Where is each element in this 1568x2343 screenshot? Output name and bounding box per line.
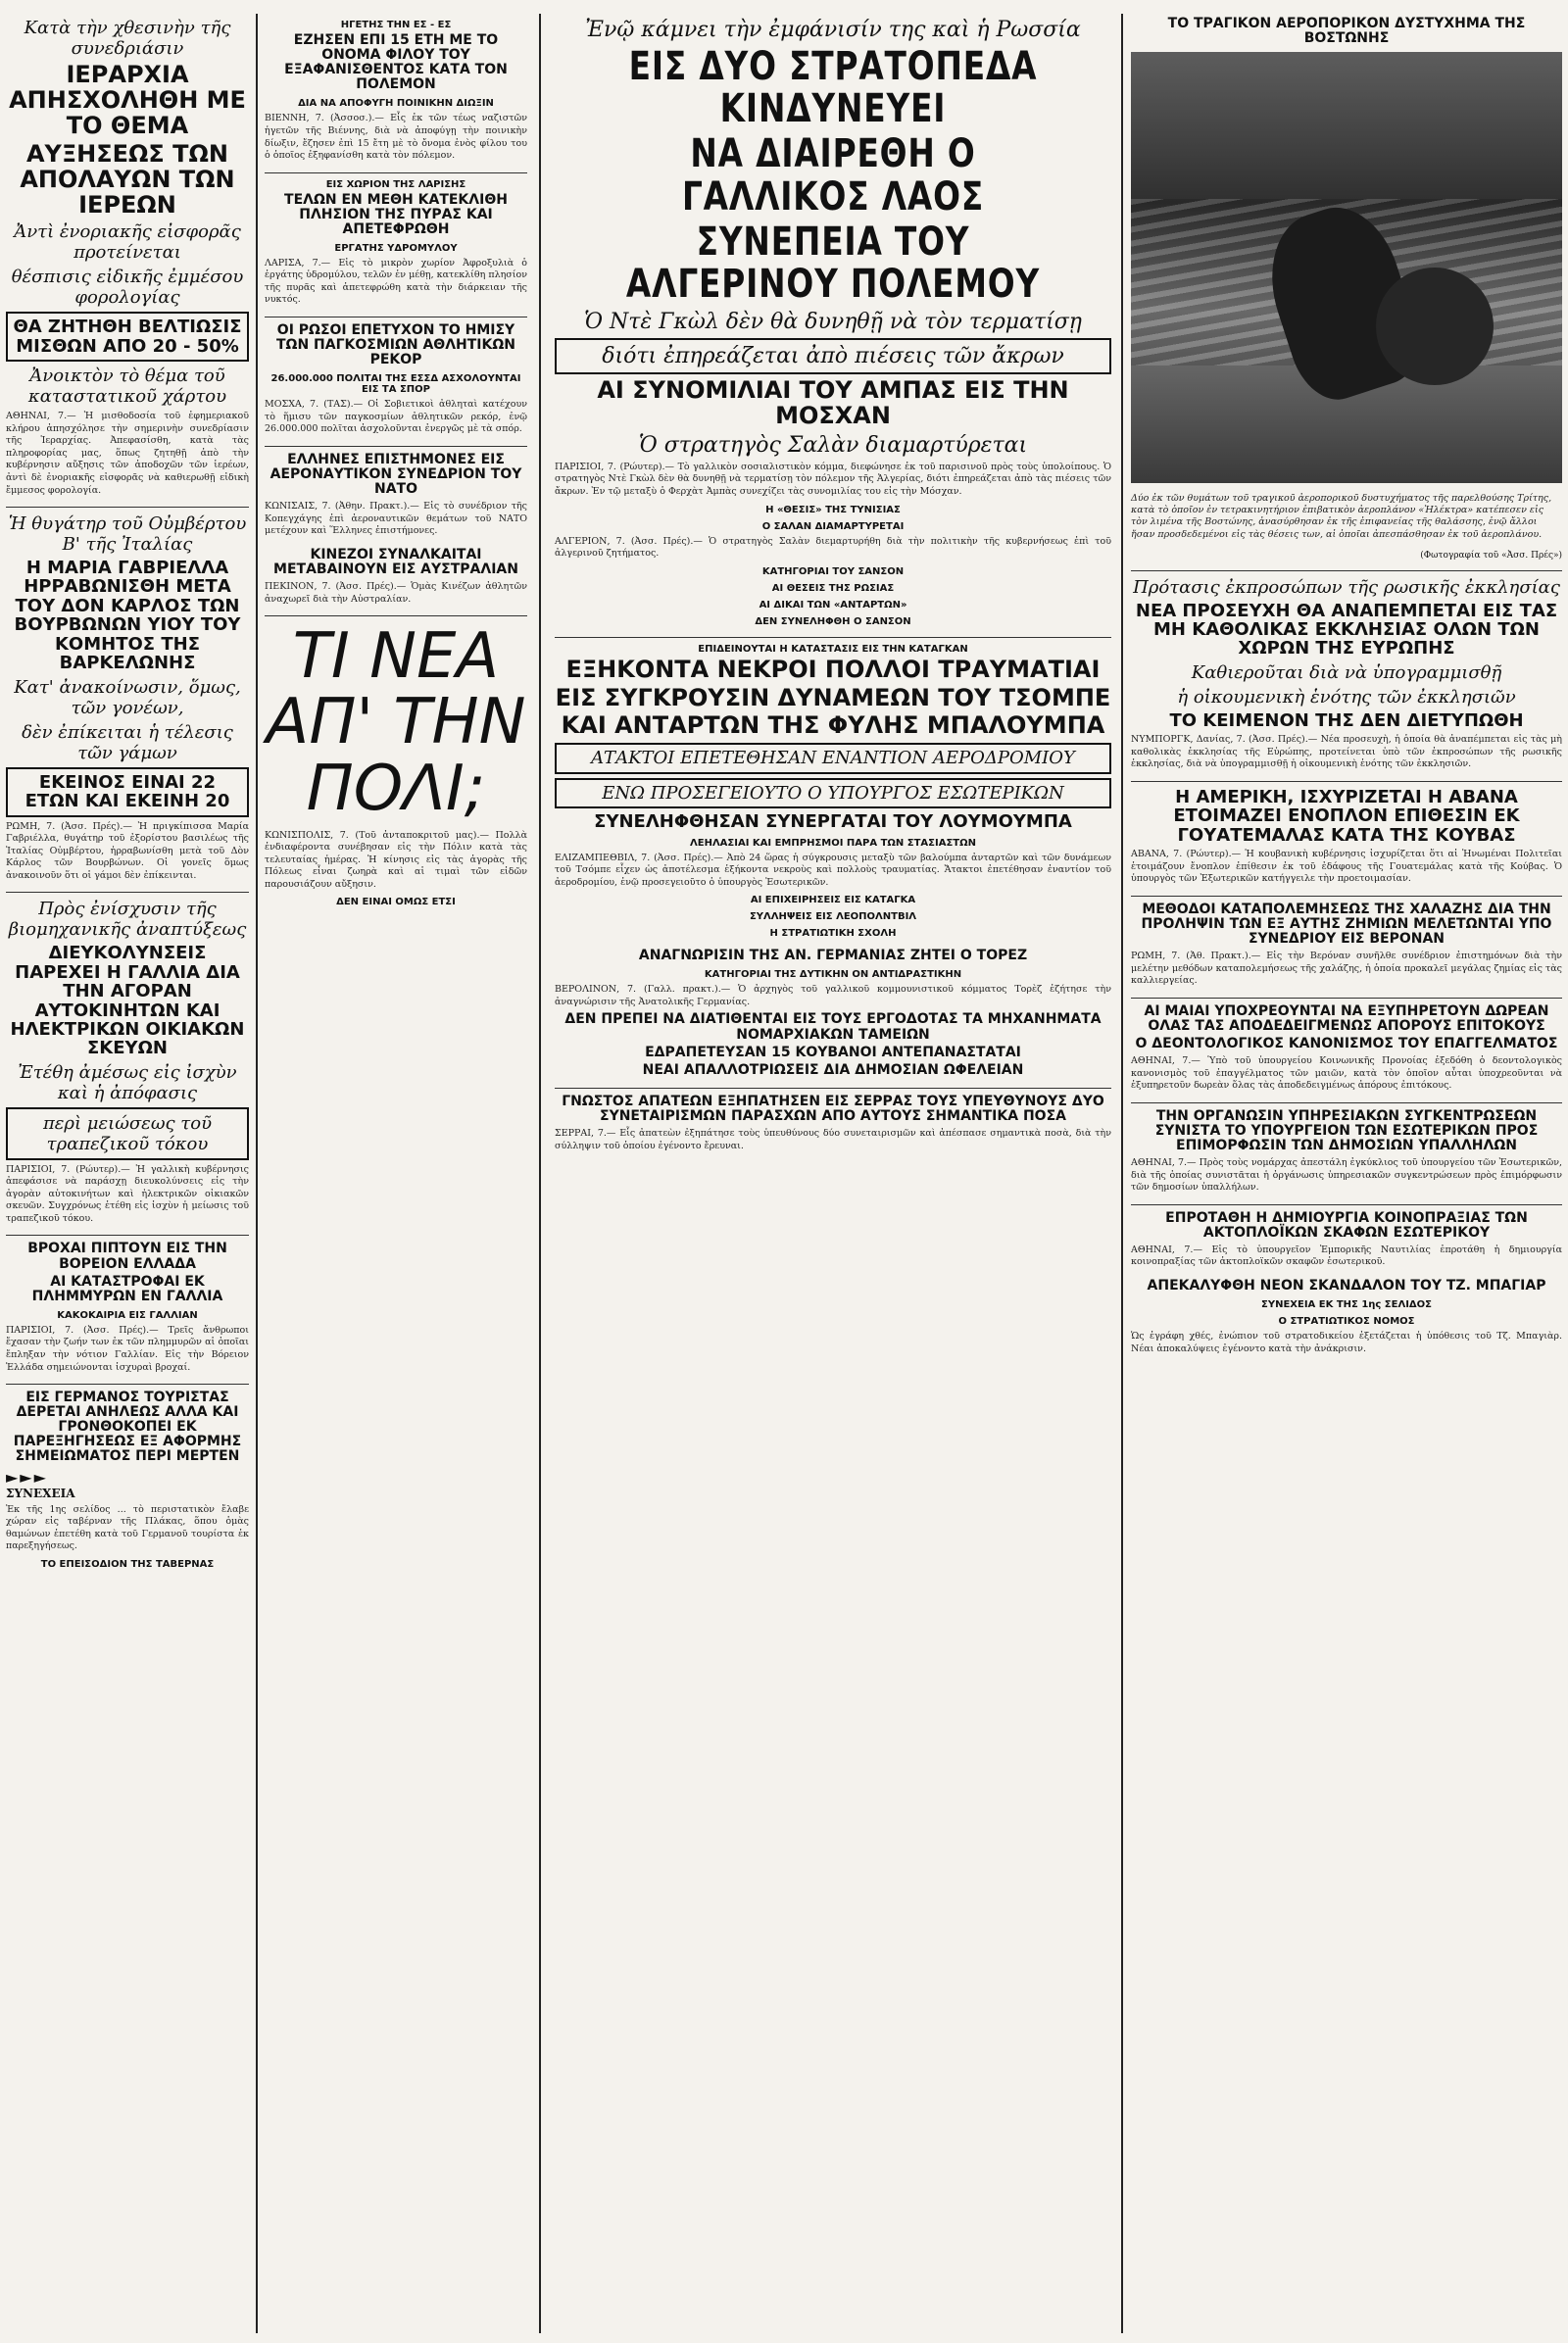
column-rule	[539, 14, 541, 2333]
headline: ΚΙΝΕΖΟΙ ΣΥΝΑΛΚΑΙΤΑΙ ΜΕΤΑΒΑΙΝΟΥΝ ΕΙΣ ΑΥΣΤΡΑΛΙΑΝ	[273, 546, 518, 577]
article-body: ΠΑΡΙΣΙΟΙ, 7. (Ρώυτερ).— Ἡ γαλλικὴ κυβέρνησις ἀπεφάσισε νὰ παράσχῃ διευκολύνσεις εἰς τὴν ἀγορὰν αὐτοκινήτων καὶ ἠλεκτρικῶν οἰκιακῶν σκευῶν. Συγχρόνως ἐτέθη εἰς ἰσχὺν ἡ μείωσις τοῦ τραπεζικοῦ τόκου.	[6, 1163, 249, 1224]
article-body: ΡΩΜΗ, 7. (Ἀσσ. Πρές).— Ἡ πριγκίπισσα Μαρία Γαβριέλλα, θυγάτηρ τοῦ ἐξορίστου βασιλέως τῆς Ἰταλίας Οὐμβέρτου, ἠρραβωνίσθη μετὰ τοῦ Δὸν Κάρλος τῶν Βουρβώνων. Οἱ γονεῖς ὅμως ἀνακοινοῦν ὅτι οἱ γάμοι δὲν ἐπίκεινται.	[6, 820, 249, 881]
kicker: Ἐτέθη ἀμέσως εἰς ἰσχὺν καὶ ἡ ἀπόφασις	[18, 1061, 237, 1103]
main-headline: ΣΥΝΕΠΕΙΑ ΤΟΥ ΑΛΓΕΡΙΝΟΥ ΠΟΛΕΜΟΥ	[625, 219, 1041, 307]
article-engagement	[6, 513, 249, 882]
article-vienna	[265, 20, 527, 163]
article-body: ΛΑΡΙΣΑ, 7.— Εἰς τὸ μικρὸν χωρίον Ἀφροξυλιὰ ὁ ἐργάτης ὑδρομύλου, τελῶν ἐν μέθῃ, κατεκλίθη πλησίον τῆς πυρᾶς καὶ ἀπετεφρώθη κατὰ τὴν διάρκειαν τῆς νυκτός.	[265, 257, 527, 306]
article-tourist	[6, 1391, 249, 1570]
column-4	[1125, 14, 1568, 2333]
section-label: ΑΙ ΔΙΚΑΙ ΤΩΝ «ΑΝΤΑΡΤΩΝ»	[759, 599, 907, 610]
article-body: ΑΘΗΝΑΙ, 7.— Εἰς τὸ ὑπουργεῖον Ἐμπορικῆς Ναυτιλίας ἐπροτάθη ἡ δημιουργία κοινοπραξίας τῶν ἀκτοπλοϊκῶν σκαφῶν ἐσωτερικοῦ.	[1131, 1244, 1562, 1268]
article-civil-servants	[1131, 1109, 1562, 1195]
headline: ΙΕΡΑΡΧΙΑ ΑΠΗΣΧΟΛΗΘΗ ΜΕ ΤΟ ΘΕΜΑ	[9, 61, 246, 139]
article-hail	[1131, 903, 1562, 988]
article-katanga	[555, 644, 1111, 940]
section-label: ΔΕΝ ΣΥΝΕΛΗΦΘΗ Ο ΣΑΝΣΟΝ	[755, 615, 911, 627]
divider	[1131, 1204, 1562, 1205]
subheadline: ΔΙΑ ΝΑ ΑΠΟΦΥΓΗ ΠΟΙΝΙΚΗΝ ΔΙΩΞΙΝ	[298, 98, 494, 110]
column-1	[0, 14, 255, 2333]
section-label: ΚΑΚΟΚΑΙΡΙΑ ΕΙΣ ΓΑΛΛΙΑΝ	[57, 1309, 198, 1321]
article-body: ΕΛΙΖΑΜΠΕΘΒΙΛ, 7. (Ἀσσ. Πρές).— Ἀπὸ 24 ὥρας ἡ σύγκρουσις μεταξὺ τῶν βαλούμπα ἀνταρτῶν καὶ τῶν δυνάμεων τοῦ Τσόμπε εἶχεν ὡς ἀποτέλεσμα ἑξήκοντα νεκροὺς καὶ πολλοὺς τραυματίας. Ἄτακτοι ἐπετέθησαν ἐναντίον τοῦ ἀεροδρομίου, ἐνῷ προσεγειοῦτο ὁ ὑπουργὸς Ἐσωτερικῶν.	[555, 852, 1111, 888]
article-body: ΠΑΡΙΣΙΟΙ, 7. (Ἀσσ. Πρές).— Τρεῖς ἄνθρωποι ἔχασαν τὴν ζωήν των ἐκ τῶν πλημμυρῶν αἱ ὁποῖαι ἔπληξαν τὴν νότιον Γαλλίαν. Εἰς τὴν Βόρειον Ἑλλάδα σημειώνονται ἰσχυραὶ βροχαί.	[6, 1324, 249, 1373]
divider	[6, 1235, 249, 1236]
crash-photo	[1131, 52, 1562, 483]
headline: ΒΡΟΧΑΙ ΠΙΠΤΟΥΝ ΕΙΣ ΤΗΝ ΒΟΡΕΙΟΝ ΕΛΛΑΔΑ	[27, 1241, 227, 1272]
article-midwives	[1131, 1004, 1562, 1093]
article-body: ΑΛΓΕΡΙΟΝ, 7. (Ἀσσ. Πρές).— Ὁ στρατηγὸς Σαλὰν διεμαρτυρήθη διὰ τὴν πολιτικὴν τῆς κυβερνήσεως ἐπὶ τοῦ ἀλγερινοῦ ζητήματος.	[555, 535, 1111, 560]
subheadline: ΕΚΕΙΝΟΣ ΕΙΝΑΙ 22 ΕΤΩΝ ΚΑΙ ΕΚΕΙΝΗ 20	[6, 767, 249, 817]
kicker: Ὁ Ντὲ Γκὼλ δὲν θὰ δυνηθῇ νὰ τὸν τερματίσῃ	[584, 310, 1082, 335]
headline: ΕΠΡΟΤΑΘΗ Η ΔΗΜΙΟΥΡΓΙΑ ΚΟΙΝΟΠΡΑΞΙΑΣ ΤΩΝ ΑΚΤΟΠΛΟΪΚΩΝ ΣΚΑΦΩΝ ΕΣΩΤΕΡΙΚΟΥ	[1165, 1209, 1528, 1241]
subheadline: Ο ΔΕΟΝΤΟΛΟΓΙΚΟΣ ΚΑΝΟΝΙΣΜΟΣ ΤΟΥ ΕΠΑΓΓΕΛΜΑΤΟΣ	[1135, 1035, 1558, 1051]
section-label: ΤΟ ΕΠΕΙΣΟΔΙΟΝ ΤΗΣ ΤΑΒΕΡΝΑΣ	[40, 1558, 215, 1570]
article-body: ΒΕΡΟΛΙΝΟΝ, 7. (Γαλλ. πρακτ.).— Ὁ ἀρχηγὸς τοῦ γαλλικοῦ κομμουνιστικοῦ κόμματος Τορὲζ ἐζήτησε τὴν ἀναγνώρισιν τῆς Ἀνατολικῆς Γερμανίας.	[555, 984, 1111, 1007]
article-france-industry	[6, 899, 249, 1225]
section-label: Ο ΣΑΛΑΝ ΔΙΑΜΑΡΤΥΡΕΤΑΙ	[761, 520, 905, 532]
divider	[1131, 1102, 1562, 1103]
divider	[1131, 570, 1562, 571]
section-label: Η ΣΤΡΑΤΙΩΤΙΚΗ ΣΧΟΛΗ	[769, 928, 897, 940]
headline: ΕΖΗΣΕΝ ΕΠΙ 15 ΕΤΗ ΜΕ ΤΟ ΟΝΟΜΑ ΦΙΛΟΥ ΤΟΥ ΕΞΑΦΑΝΙΣΘΕΝΤΟΣ ΚΑΤΑ ΤΟΝ ΠΟΛΕΜΟΝ	[284, 32, 508, 93]
article-body: ΑΘΗΝΑΙ, 7.— Ὑπὸ τοῦ ὑπουργείου Κοινωνικῆς Προνοίας ἐξεδόθη ὁ δεοντολογικὸς κανονισμὸς τοῦ ἐπαγγέλματος τῶν μαιῶν, κατὰ τὸν ὁποῖον αὗται ὑποχρεοῦνται νὰ ἐξυπηρετοῦν δωρεὰν ὅλας τὰς ἀποδεδειγμένως ἀπόρους ἐπιτόκους.	[1131, 1055, 1562, 1092]
subheadline: ΕΡΓΑΤΗΣ ΥΔΡΟΜΥΛΟΥ	[334, 242, 458, 254]
section-label: ΚΑΤΗΓΟΡΙΑΙ ΤΟΥ ΣΑΝΣΟΝ	[761, 565, 905, 577]
photo-caption: Δύο ἐκ τῶν θυμάτων τοῦ τραγικοῦ ἀεροπορικοῦ δυστυχήματος τῆς παρελθούσης Τρίτης, κατὰ τὸ ὁποῖον ἐν τετρακινητήριον ἐπιβατικὸν ἀεροπλάνον «Ἠλέκτρα» κατέπεσεν εἰς τὸν λιμένα τῆς Βοστώνης, ἀνασύρθησαν ἐκ τῆς ἐπιφανείας τῆς θαλάσσης, ἐνῷ ἄλλοι ἤσαν προσδεδεμένοι εἰς τὰς θέσεις των, αἱ ὁποῖαι ἀπεσπάσθησαν ἐκ τοῦ ἀεροπλάνου.	[1131, 492, 1552, 540]
headline: ΔΕΝ ΠΡΕΠΕΙ ΝΑ ΔΙΑΤΙΘΕΝΤΑΙ ΕΙΣ ΤΟΥΣ ΕΡΓΟΔΟΤΑΣ ΤΑ ΜΗΧΑΝΗΜΑΤΑ ΝΟΜΑΡΧΙΑΚΩΝ ΤΑΜΕΙΩΝ	[564, 1011, 1102, 1043]
article-serres	[555, 1095, 1111, 1152]
headline: ΑΙ ΜΑΙΑΙ ΥΠΟΧΡΕΟΥΝΤΑΙ ΝΑ ΕΞΥΠΗΡΕΤΟΥΝ ΔΩΡΕΑΝ ΟΛΑΣ ΤΑΣ ΑΠΟΔΕΔΕΙΓΜΕΝΩΣ ΑΠΟΡΟΥΣ ΕΠΙΤΟΚΟΥΣ	[1144, 1002, 1549, 1034]
headline: ΜΕΘΟΔΟΙ ΚΑΤΑΠΟΛΕΜΗΣΕΩΣ ΤΗΣ ΧΑΛΑΖΗΣ ΔΙΑ ΤΗΝ ΠΡΟΛΗΨΙΝ ΤΩΝ ΕΞ ΑΥΤΗΣ ΖΗΜΙΩΝ ΜΕΛΕΤΩΝΤΑΙ ΥΠΟ ΣΥΝΕΔΡΙΟΥ ΕΙΣ ΒΕΡΟΝΑΝ	[1141, 901, 1552, 948]
headline: ΑΝΑΓΝΩΡΙΣΙΝ ΤΗΣ ΑΝ. ΓΕΡΜΑΝΙΑΣ ΖΗΤΕΙ Ο ΤΟΡΕΖ	[638, 948, 1028, 964]
kicker: διότι ἐπηρεάζεται ἀπὸ πιέσεις τῶν ἄκρων	[555, 338, 1111, 374]
divider	[1131, 781, 1562, 782]
article-body: ΑΘΗΝΑΙ, 7.— Ἡ μισθοδοσία τοῦ ἐφημεριακοῦ κλήρου ἀπησχόλησε τὴν σημερινὴν συνεδρίασιν τῆς Ἱεραρχίας. Ἀπεφασίσθη, κατὰ τὰς πληροφορίας μας, ὅπως ζητηθῇ ἀπὸ τὴν κυβέρνησιν αὔξησις τῶν ἀποδοχῶν τῶν ἱερέων, ἀντὶ δὲ ἐνοριακῆς εἰσφορᾶς νὰ καθιερωθῇ εἰδικὴ ἔμμεσος φορολογία.	[6, 411, 249, 496]
article-chinese	[265, 548, 527, 606]
arrow-icon: ►►►	[6, 1467, 48, 1487]
headline: ΑΙ ΚΑΤΑΣΤΡΟΦΑΙ ΕΚ ΠΛΗΜΜΥΡΩΝ ΕΝ ΓΑΛΛΙΑ	[31, 1273, 223, 1304]
column-polis	[265, 620, 527, 908]
headline: ΑΥΞΗΣΕΩΣ ΤΩΝ ΑΠΟΛΑΥΩΝ ΤΩΝ ΙΕΡΕΩΝ	[20, 139, 235, 219]
victim-figure	[1376, 268, 1494, 385]
kicker: Ἡ θυγάτηρ τοῦ Οὐμβέρτου Β' τῆς Ἰταλίας	[8, 513, 247, 556]
column-rule	[256, 14, 258, 2333]
headline: ΚΑΙ ΑΝΤΑΡΤΩΝ ΤΗΣ ΦΥΛΗΣ ΜΠΑΛΟΥΜΠΑ	[561, 711, 1105, 740]
headline: ΑΙ ΣΥΝΟΜΙΛΙΑΙ ΤΟΥ ΑΜΠΑΣ ΕΙΣ ΤΗΝ ΜΟΣΧΑΝ	[597, 376, 1069, 430]
article-body: ΝΥΜΠΟΡΓΚ, Δανίας, 7. (Ἀσσ. Πρές).— Νέα προσευχὴ, ἡ ὁποία θὰ ἀναπέμπεται εἰς τὰς μὴ καθολικὰς ἐκκλησίας τῆς Εὐρώπης, προτείνεται ὑπὸ τῶν ἐκπροσώπων τῆς ρωσικῆς ἐκκλησίας, διὰ νὰ ὑπογραμμισθῇ ἡ οἰκουμενικὴ ἑνότης τῶν ἐκκλησιῶν.	[1131, 734, 1562, 770]
photo-credit: (Φωτογραφία τοῦ «Ἀσσ. Πρές»)	[1420, 550, 1562, 561]
kicker: ἡ οἰκουμενικὴ ἑνότης τῶν ἐκκλησιῶν	[1177, 686, 1516, 708]
section-label: ΑΙ ΘΕΣΕΙΣ ΤΗΣ ΡΩΣΙΑΣ	[771, 582, 895, 594]
kicker: Ὁ στρατηγὸς Σαλὰν διαμαρτύρεται	[638, 432, 1028, 458]
divider	[1131, 896, 1562, 897]
headline: ΓΝΩΣΤΟΣ ΑΠΑΤΕΩΝ ΕΞΗΠΑΤΗΣΕΝ ΕΙΣ ΣΕΡΡΑΣ ΤΟΥΣ ΥΠΕΥΘΥΝΟΥΣ ΔΥΟ ΣΥΝΕΤΑΙΡΙΣΜΩΝ ΠΑΡΑΣΧΩΝ ΑΠΟ ΑΥΤΟΥΣ ΣΗΜΑΝΤΙΚΑ ΠΟΣΑ	[562, 1093, 1104, 1124]
headline: ΝΕΑ ΠΡΟΣΕΥΧΗ ΘΑ ΑΝΑΠΕΜΠΕΤΑΙ ΕΙΣ ΤΑΣ ΜΗ ΚΑΘΟΛΙΚΑΣ ΕΚΚΛΗΣΙΑΣ ΟΛΩΝ ΤΩΝ ΧΩΡΩΝ ΤΗΣ ΕΥΡΩΠΗΣ	[1135, 600, 1558, 659]
subheadline: ΛΕΗΛΑΣΙΑΙ ΚΑΙ ΕΜΠΡΗΣΜΟΙ ΠΑΡΑ ΤΩΝ ΣΤΑΣΙΑΣΤΩΝ	[690, 837, 976, 849]
section-label: Ο ΣΤΡΑΤΙΩΤΙΚΟΣ ΝΟΜΟΣ	[1278, 1316, 1415, 1327]
kicker: ΕΠΙΔΕΙΝΟΥΤΑΙ Η ΚΑΤΑΣΤΑΣΙΣ ΕΙΣ ΤΗΝ ΚΑΤΑΓΚΑΝ	[698, 643, 968, 655]
article-body: ΜΟΣΧΑ, 7. (ΤΑΣ).— Οἱ Σοβιετικοὶ ἀθληταὶ κατέχουν τὸ ἥμισυ τῶν παγκοσμίων ἀθλητικῶν ρεκόρ, ἐνῷ 26.000.000 πολῖται ἀσχολοῦνται ἐνεργῶς μὲ τὰ σπόρ.	[265, 399, 527, 435]
article-thorez	[555, 949, 1111, 1078]
article-havana	[1131, 788, 1562, 886]
divider	[555, 1088, 1111, 1089]
divider	[6, 1384, 249, 1385]
kicker: Κατὰ τὴν χθεσινὴν τῆς συνεδριάσιν	[24, 18, 231, 59]
article-hierarchy	[6, 18, 249, 497]
article-body: ΚΩΝΙΣΠΟΛΙΣ, 7. (Τοῦ ἀνταποκριτοῦ μας).— Πολλὰ ἐνδιαφέροντα συνέβησαν εἰς τὴν Πόλιν κατὰ τὰς τελευταίας ἡμέρας. Ἡ κίνησις εἰς τὰς ἀγορὰς τῆς Πόλεως εἶναι ζωηρὰ καὶ αἱ τιμαὶ τῶν εἰδῶν παρουσιάζουν αὔξησιν.	[265, 829, 527, 890]
section-label: ΣΥΛΛΗΨΕΙΣ ΕΙΣ ΛΕΟΠΟΛΝΤΒΙΛ	[749, 911, 917, 923]
divider	[265, 615, 527, 616]
headline: Η ΜΑΡΙΑ ΓΑΒΡΙΕΛΛΑ ΗΡΡΑΒΩΝΙΣΘΗ ΜΕΤΑ ΤΟΥ ΔΟΝ ΚΑΡΛΟΣ ΤΩΝ ΒΟΥΡΒΩΝΩΝ ΥΙΟΥ ΤΟΥ ΚΟΜΗΤΟΣ ΤΗΣ ΒΑΡΚΕΛΩΝΗΣ	[14, 558, 241, 674]
article-larisa	[265, 179, 527, 307]
article-nato	[265, 453, 527, 538]
divider	[265, 446, 527, 447]
subheadline: ΚΑΤΗΓΟΡΙΑΙ ΤΗΣ ΔΥΤΙΚΗΝ ΟΝ ΑΝΤΙΔΡΑΣΤΙΚΗΝ	[704, 969, 962, 981]
headline: ΕΛΛΗΝΕΣ ΕΠΙΣΤΗΜΟΝΕΣ ΕΙΣ ΑΕΡΟΝΑΥΤΙΚΟΝ ΣΥΝΕΔΡΙΟΝ ΤΟΥ ΝΑΤΟ	[270, 451, 522, 498]
kicker: Ἐνῷ κάμνει τὴν ἐμφάνισίν της καὶ ἡ Ρωσσία	[585, 18, 1081, 42]
article-body: ΑΘΗΝΑΙ, 7.— Πρὸς τοὺς νομάρχας ἀπεστάλη ἐγκύκλιος τοῦ ὑπουργείου τῶν Ἐσωτερικῶν, διὰ τῆς ὁποίας συνιστᾶται ἡ ὀργάνωσις ὑπηρεσιακῶν συγκεντρώσεων πρὸς ἐπιμόρφωσιν τῶν δημοσίων ὑπαλλήλων.	[1131, 1157, 1562, 1194]
article-body: ΠΑΡΙΣΙΟΙ, 7. (Ρώυτερ).— Τὸ γαλλικὸν σοσιαλιστικὸν κόμμα, διεφώνησε ἐκ τοῦ παρισινοῦ πρὸς τοὺς ὑπολοίπους. Ὁ στρατηγὸς Ντὲ Γκὼλ δὲν θὰ δυνηθῇ νὰ τερματίσῃ τὸν πόλεμον τῆς Ἀλγερίας, διότι ἐπηρεάζεται ἀπὸ τὰς πιέσεις τῶν ἄκρων. Ἐν τῷ μεταξὺ ὁ Φερχὰτ Ἀμπὰς συνεχίζει τὰς συνομιλίας του εἰς τὴν Μόσχαν.	[555, 461, 1111, 497]
continuation-label: ΣΥΝΕΧΕΙΑ ΕΚ ΤΗΣ 1ης ΣΕΛΙΔΟΣ	[1261, 1299, 1432, 1310]
kicker: Ἀντὶ ἐνοριακῆς εἰσφορᾶς προτείνεται	[14, 221, 241, 264]
article-scandal	[1131, 1279, 1562, 1355]
kicker: Κατ' ἀνακοίνωσιν, ὅμως, τῶν γονέων,	[14, 676, 241, 718]
subheadline: ΘΑ ΖΗΤΗΘΗ ΒΕΛΤΙΩΣΙΣ ΜΙΣΘΩΝ ΑΠΟ 20 - 50%	[6, 312, 249, 362]
article-records	[265, 323, 527, 436]
article-prayer	[1131, 577, 1562, 771]
divider	[6, 892, 249, 893]
divider	[265, 172, 527, 173]
headline: ΕΙΣ ΓΕΡΜΑΝΟΣ ΤΟΥΡΙΣΤΑΣ ΔΕΡΕΤΑΙ ΑΝΗΛΕΩΣ ΑΛΛΑ ΚΑΙ ΓΡΟΝΘΟΚΟΠΕΙ ΕΚ ΠΑΡΕΞΗΓΗΣΕΩΣ ΕΞ ΑΦΟΡΜΗΣ ΣΗΜΕΙΩΜΑΤΟΣ ΠΕΡΙ ΜΕΡΤΕΝ	[13, 1390, 242, 1465]
article-body: ΑΒΑΝΑ, 7. (Ρώυτερ).— Ἡ κουβανικὴ κυβέρνησις ἰσχυρίζεται ὅτι αἱ Ἡνωμέναι Πολιτεῖαι ἑτοιμάζουν ἔνοπλον ἐπίθεσιν ἐκ τοῦ ἐδάφους τῆς Γουατεμάλας κατὰ τῆς Κούβας. Ὁ ὑπουργὸς τῶν Ἐξωτερικῶν κατήγγειλε τὴν προετοιμασίαν.	[1131, 849, 1562, 885]
subheadline: ΤΟ ΚΕΙΜΕΝΟΝ ΤΗΣ ΔΕΝ ΔΙΕΤΥΠΩΘΗ	[1169, 709, 1524, 731]
headline: ΤΕΛΩΝ ΕΝ ΜΕΘΗ ΚΑΤΕΚΛΙΘΗ ΠΛΗΣΙΟΝ ΤΗΣ ΠΥΡΑΣ ΚΑΙ ΑΠΕΤΕΦΡΩΘΗ	[284, 191, 508, 237]
article-body: ΚΩΝΙΣΑΙΣ, 7. (Ἀθην. Πρακτ.).— Εἰς τὸ συνέδριον τῆς Κοπεγχάγης ἐπὶ ἀεροναυτικῶν θεμάτων τοῦ ΝΑΤΟ μετέχουν καὶ Ἕλληνες ἐπιστήμονες.	[265, 501, 527, 537]
column-3	[549, 14, 1117, 2333]
subheadline: ΣΥΝΕΛΗΦΘΗΣΑΝ ΣΥΝΕΡΓΑΤΑΙ ΤΟΥ ΛΟΥΜΟΥΜΠΑ	[594, 811, 1072, 833]
headline: ΔΙΕΥΚΟΛΥΝΣΕΙΣ ΠΑΡΕΧΕΙ Η ΓΑΛΛΙΑ ΔΙΑ ΤΗΝ ΑΓΟΡΑΝ ΑΥΤΟΚΙΝΗΤΩΝ ΚΑΙ ΗΛΕΚΤΡΙΚΩΝ ΟΙΚΙΑΚΩΝ ΣΚΕΥΩΝ	[10, 943, 245, 1059]
subheadline: ΑΤΑΚΤΟΙ ΕΠΕΤΕΘΗΣΑΝ ΕΝΑΝΤΙΟΝ ΑΕΡΟΔΡΟΜΙΟΥ	[555, 743, 1111, 773]
kicker: Καθιεροῦται διὰ νὰ ὑπογραμμισθῇ	[1191, 661, 1502, 683]
kicker: δὲν ἐπίκειται ἡ τέλεσις τῶν γάμων	[22, 721, 233, 763]
column-rule	[1121, 14, 1123, 2333]
main-headline: ΕΙΣ ΔΥΟ ΣΤΡΑΤΟΠΕΔΑ ΚΙΝΔΥΝΕΥΕΙ	[628, 44, 1038, 132]
kicker: Πρὸς ἐνίσχυσιν τῆς βιομηχανικῆς ἀναπτύξεως	[8, 899, 247, 941]
headline: Η ΑΜΕΡΙΚΗ, ΙΣΧΥΡΙΖΕΤΑΙ Η ΑΒΑΝΑ ΕΤΟΙΜΑΖΕΙ ΕΝΟΠΛΟΝ ΕΠΙΘΕΣΙΝ ΕΚ ΓΟΥΑΤΕΜΑΛΑΣ ΚΑΤΑ ΤΗΣ ΚΟΥΒΑΣ	[1173, 786, 1520, 846]
headline: ΕΞΗΚΟΝΤΑ ΝΕΚΡΟΙ ΠΟΛΛΟΙ ΤΡΑΥΜΑΤΙΑΙ	[565, 655, 1101, 683]
section-label: ΑΙ ΕΠΙΧΕΙΡΗΣΕΙΣ ΕΙΣ ΚΑΤΑΓΚΑ	[750, 895, 916, 906]
headline: ΝΕΑΙ ΑΠΑΛΛΟΤΡΙΩΣΕΙΣ ΔΙΑ ΔΗΜΟΣΙΑΝ ΩΦΕΛΕΙΑΝ	[642, 1061, 1024, 1078]
headline: ΕΔΡΑΠΕΤΕΥΣΑΝ 15 ΚΟΥΒΑΝΟΙ ΑΝΤΕΠΑΝΑΣΤΑΤΑΙ	[645, 1044, 1021, 1060]
column-2	[259, 14, 533, 2333]
headline: ΤΟ ΤΡΑΓΙΚΟΝ ΑΕΡΟΠΟΡΙΚΟΝ ΔΥΣΤΥΧΗΜΑ ΤΗΣ ΒΟΣΤΩΝΗΣ	[1167, 16, 1526, 47]
divider	[555, 637, 1111, 638]
kicker: θέσπισις εἰδικῆς ἐμμέσου φορολογίας	[11, 267, 244, 309]
article-rains	[6, 1242, 249, 1374]
article-body: ΒΙΕΝΝΗ, 7. (Ἀσσοσ.).— Εἷς ἐκ τῶν τέως ναζιστῶν ἡγετῶν τῆς Βιέννης, διὰ νὰ ἀποφύγῃ τὴν ποινικὴν δίωξιν, ἔζησεν ἐπὶ 15 ἔτη μὲ τὸ ὄνομα ἑνὸς φίλου του ὁ ὁποῖος ἐξηφανίσθη κατὰ τὸν πόλεμον.	[265, 113, 527, 162]
kicker: Πρότασις ἐκπροσώπων τῆς ρωσικῆς ἐκκλησίας	[1133, 576, 1560, 598]
divider	[1131, 998, 1562, 999]
article-body: Ἐκ τῆς 1ης σελίδος ... τὸ περιστατικὸν ἔλαβε χώραν εἰς ταβέρναν τῆς Πλάκας, ὅπου ὁμὰς θαμώνων ἐπετέθη κατὰ τοῦ Γερμανοῦ τουρίστα ἐκ παρεξηγήσεως.	[6, 1503, 249, 1552]
subheadline: ΕΝΩ ΠΡΟΣΕΓΕΙΟΥΤΟ Ο ΥΠΟΥΡΓΟΣ ΕΣΩΤΕΡΙΚΩΝ	[555, 778, 1111, 808]
subheadline: 26.000.000 ΠΟΛΙΤΑΙ ΤΗΣ ΕΣΣΔ ΑΣΧΟΛΟΥΝΤΑΙ ΕΙΣ ΤΑ ΣΠΟΡ	[270, 373, 521, 396]
main-headline: ΝΑ ΔΙΑΙΡΕΘΗ Ο ΓΑΛΛΙΚΟΣ ΛΑΟΣ	[681, 131, 985, 220]
section-label: ΔΕΝ ΕΙΝΑΙ ΟΜΩΣ ΕΤΣΙ	[336, 897, 456, 908]
divider	[6, 507, 249, 508]
headline: ΤΗΝ ΟΡΓΑΝΩΣΙΝ ΥΠΗΡΕΣΙΑΚΩΝ ΣΥΓΚΕΝΤΡΩΣΕΩΝ ΣΥΝΙΣΤΑ ΤΟ ΥΠΟΥΡΓΕΙΟΝ ΤΩΝ ΕΣΩΤΕΡΙΚΩΝ ΠΡΟΣ ΕΠΙΜΟΡΦΩΣΙΝ ΤΩΝ ΔΗΜΟΣΙΩΝ ΥΠΑΛΛΗΛΩΝ	[1154, 1107, 1539, 1153]
article-body: ΡΩΜΗ, 7. (Ἀθ. Πρακτ.).— Εἰς τὴν Βερόναν συνῆλθε συνέδριον ἐπιστημόνων διὰ τὴν μελέτην μεθόδων καταπολεμήσεως τῆς χαλάζης, ἡ ὁποία προκαλεῖ μεγάλας ζημίας εἰς τὰς καλλιεργείας.	[1131, 951, 1562, 987]
article-shipping	[1131, 1211, 1562, 1269]
article-body: ΠΕΚΙΝΟΝ, 7. (Ἀσσ. Πρές).— Ὁμὰς Κινέζων ἀθλητῶν ἀναχωρεῖ διὰ τὴν Αὐστραλίαν.	[265, 581, 527, 605]
headline: ΑΠΕΚΑΛΥΦΘΗ ΝΕΟΝ ΣΚΑΝΔΑΛΟΝ ΤΟΥ ΤΖ. ΜΠΑΓΙΑΡ	[1147, 1277, 1546, 1294]
section-label: ΕΙΣ ΧΩΡΙΟΝ ΤΗΣ ΛΑΡΙΣΗΣ	[325, 178, 466, 190]
section-label: ΗΓΕΤΗΣ ΤΗΝ ΕΣ - ΕΣ	[340, 20, 452, 30]
article-body: ΣΕΡΡΑΙ, 7.— Εἷς ἀπατεὼν ἐξηπάτησε τοὺς ὑπευθύνους δύο συνεταιρισμῶν καὶ ἀπέσπασε σημαντικὰ ποσὰ, διὰ τὴν σύλληψιν τοῦ ὁποίου ἐγένοντο ἔρευναι.	[555, 1128, 1111, 1151]
headline: ΟΙ ΡΩΣΟΙ ΕΠΕΤΥΧΟΝ ΤΟ ΗΜΙΣΥ ΤΩΝ ΠΑΓΚΟΣΜΙΩΝ ΑΘΛΗΤΙΚΩΝ ΡΕΚΟΡ	[276, 322, 515, 368]
continuation-label: ΣΥΝΕΧΕΙΑ	[6, 1486, 75, 1500]
section-label: Η «ΘΕΣΙΣ» ΤΗΣ ΤΥΝΙΣΙΑΣ	[765, 504, 901, 515]
article-body: Ὡς ἐγράφη χθές, ἐνώπιον τοῦ στρατοδικείου ἐξετάζεται ἡ ὑπόθεσις τοῦ Τζ. Μπαγιὰρ. Νέαι ἀποκαλύψεις ἐγένοντο κατὰ τὴν ἀνάκρισιν.	[1131, 1331, 1562, 1354]
column-title: ΤΙ ΝΕΑ ΑΠ' ΤΗΝ ΠΟΛΙ;	[266, 620, 526, 825]
article-boston	[1131, 17, 1562, 561]
kicker: περὶ μειώσεως τοῦ τραπεζικοῦ τόκου	[6, 1107, 249, 1160]
kicker: Ἀνοικτὸν τὸ θέμα τοῦ καταστατικοῦ χάρτου	[27, 366, 227, 408]
headline: ΕΙΣ ΣΥΓΚΡΟΥΣΙΝ ΔΥΝΑΜΕΩΝ ΤΟΥ ΤΣΟΜΠΕ	[555, 683, 1111, 711]
article-algeria	[555, 18, 1111, 627]
